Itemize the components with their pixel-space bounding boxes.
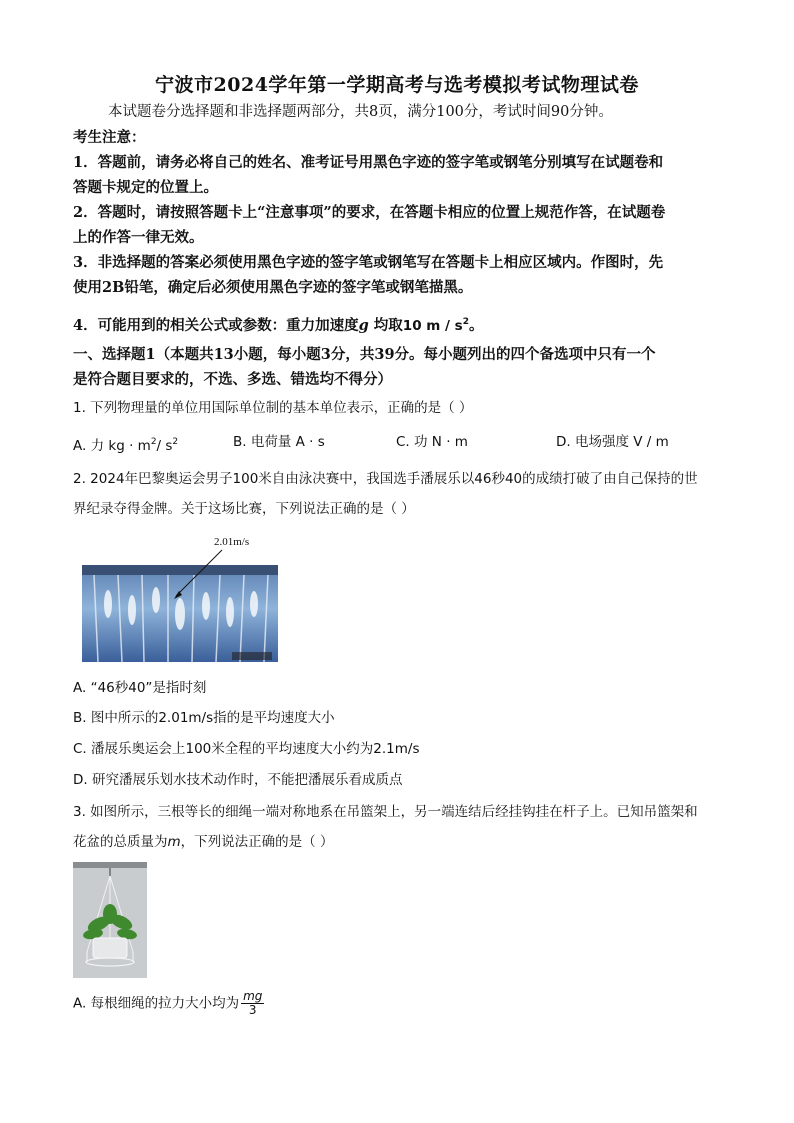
fraction-mg-over-3: $\frac{mg}{3}$ xyxy=(243,989,263,1017)
value-10ms2: 10 m / $s^2$ xyxy=(402,317,469,334)
notice-heading: 考生注意： xyxy=(73,129,146,146)
figure-speed-label: 2.01m/s xyxy=(214,536,250,548)
q2-option-c: C. 潘展乐奥运会上100米全程的平均速度大小约为2.1m/s xyxy=(73,741,420,757)
q1-option-a: A. 力 kg · $m^2/$ $s^2$ xyxy=(73,437,179,454)
q3-stem: 3. 如图所示，三根等长的细绳一端对称地系在吊篮架上，另一端连结后经挂钩挂在杆子上。已知吊篮架和 xyxy=(73,804,698,820)
section-heading: 一、选择题1（本题共13小题，每小题3分，共39分。每小题列出的四个备选项中只有一个 xyxy=(73,346,656,363)
section-heading: 是符合题目要求的，不选、多选、错选均不得分） xyxy=(73,371,392,388)
exam-title: 宁波市2024学年第一学期高考与选考模拟考试物理试卷 xyxy=(155,74,639,96)
notice-line: 1．答题前，请务必将自己的姓名、准考证号用黑色字迹的签字笔或钢笔分别填写在试题卷和 xyxy=(73,154,664,171)
q3-option-a: A. 每根细绳的拉力大小均为 $\frac{mg}{3}$ xyxy=(73,989,263,1017)
notice-line: 答题卡规定的位置上。 xyxy=(73,179,218,196)
q2-option-b: B. 图中所示的2.01m/s指的是平均速度大小 xyxy=(73,710,335,726)
notice-line: 上的作答一律无效。 xyxy=(73,229,204,246)
q2-option-d: D. 研究潘展乐划水技术动作时，不能把潘展乐看成质点 xyxy=(73,772,403,788)
q2-option-a: A. “46秒40”是指时刻 xyxy=(73,680,207,696)
notice-4: 4．可能用到的相关公式或参数：重力加速度g 均取10 m / $s^2$。 xyxy=(73,317,484,334)
hanging-basket-photo xyxy=(73,862,147,978)
swimming-pool-photo xyxy=(82,534,278,664)
q2-stem: 界纪录夺得金牌。关于这场比赛，下列说法正确的是（ ） xyxy=(73,501,415,517)
q1-stem: 1. 下列物理量的单位用国际单位制的基本单位表示，正确的是（ ） xyxy=(73,400,473,416)
notice-line: 2．答题时，请按照答题卡上“注意事项”的要求，在答题卡相应的位置上规范作答，在试题卷 xyxy=(73,204,666,221)
hanging-basket-figure xyxy=(73,862,147,978)
q2-stem: 2. 2024年巴黎奥运会男子100米自由泳决赛中，我国选手潘展乐以46秒40的成绩打破了由自己保持的世 xyxy=(73,471,698,487)
q1-option-d: D. 电场强度 V / m xyxy=(556,434,669,450)
swimming-figure xyxy=(82,534,278,664)
notice-line: 3．非选择题的答案必须使用黑色字迹的签字笔或钢笔写在答题卡上相应区域内。作图时，先 xyxy=(73,254,664,271)
var-g: g xyxy=(358,317,369,334)
notice-line: 使用2B铅笔，确定后必须使用黑色字迹的签字笔或钢笔描黑。 xyxy=(73,279,473,296)
var-m: m xyxy=(167,834,181,850)
q1-option-b: B. 电荷量 A · s xyxy=(233,434,325,450)
q3-stem: 花盆的总质量为m，下列说法正确的是（ ） xyxy=(73,834,334,850)
q1-option-c: C. 功 N · m xyxy=(396,434,468,450)
exam-intro: 本试题卷分选择题和非选择题两部分，共8页，满分100分，考试时间90分钟。 xyxy=(108,104,613,120)
